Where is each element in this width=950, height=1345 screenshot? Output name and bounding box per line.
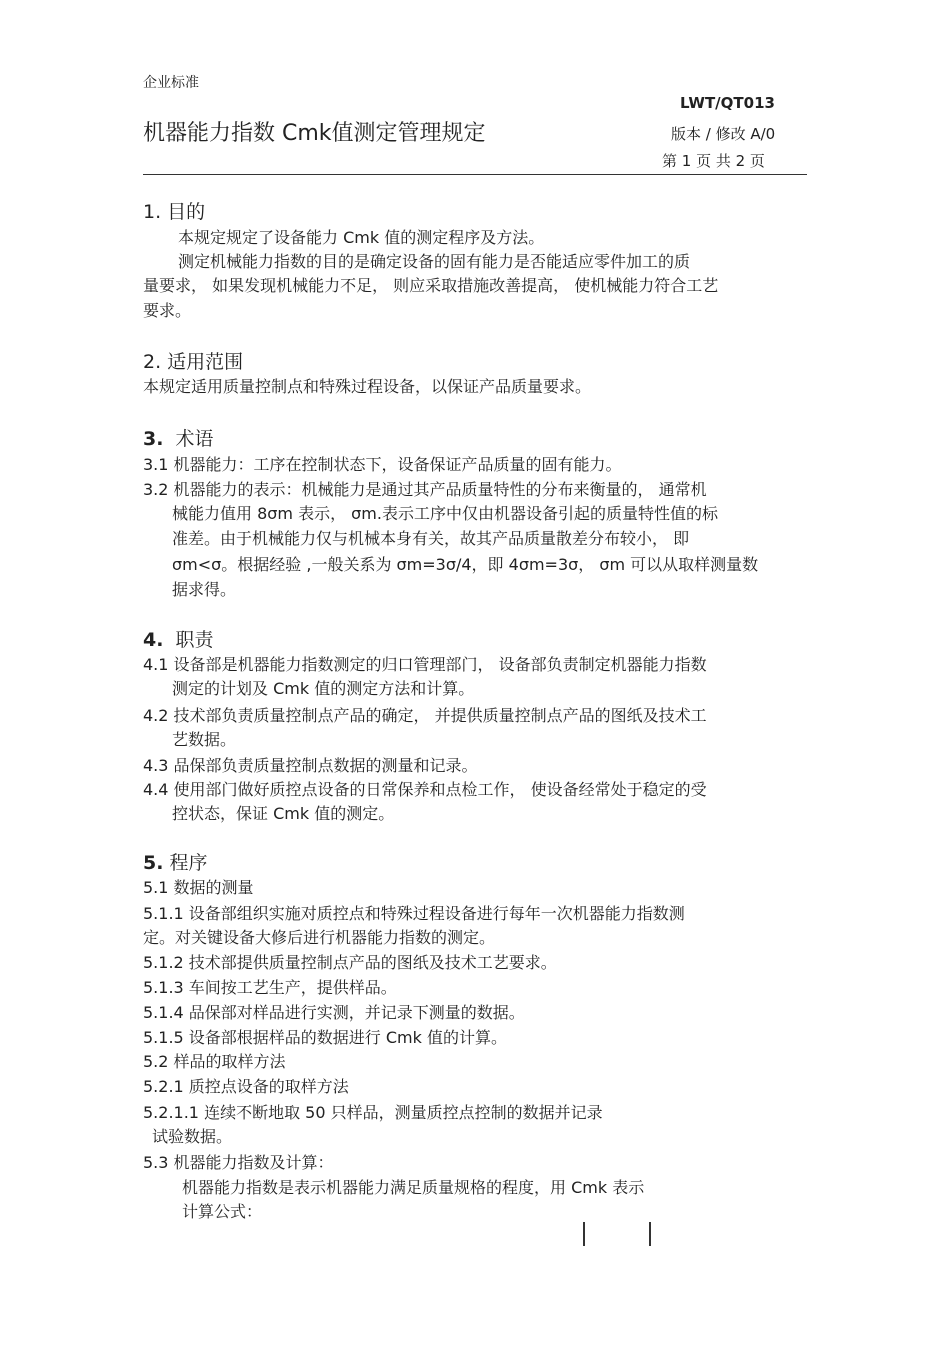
section-4-heading <box>143 625 214 652</box>
section-4-item-1-line-2: 测定的计划及 Cmk 值的测定方法和计算。 <box>172 679 475 698</box>
section-5-heading-number: 5. <box>143 852 164 874</box>
header-divider <box>143 174 807 175</box>
company-standard-label: 企业标准 <box>143 75 199 91</box>
section-4-item-3: 4.3 品保部负责质量控制点数据的测量和记录。 <box>143 756 478 775</box>
page-indicator: 第 1 页 共 2 页 <box>662 152 765 170</box>
section-2-heading: 2. 适用范围 <box>143 351 244 373</box>
section-1-para-2-line-1: 测定机械能力指数的目的是确定设备的固有能力是否能适应零件加工的质 <box>178 252 691 271</box>
formula-bar-left <box>583 1222 585 1246</box>
section-5-line-1: 5.1 数据的测量 <box>143 878 254 897</box>
section-3-heading <box>143 424 214 451</box>
section-4-item-1-line-1: 4.1 设备部是机器能力指数测定的归口管理部门， 设备部负责制定机器能力指数 <box>143 655 707 674</box>
section-1-para-1: 本规定规定了设备能力 Cmk 值的测定程序及方法。 <box>178 228 545 247</box>
section-5-line-7: 5.2 样品的取样方法 <box>143 1052 286 1071</box>
section-3-item-2-line-4: σm<σ。根据经验 ,一般关系为 σm=3σ/4，即 4σm=3σ， σm 可以从取样测量数 <box>172 555 759 574</box>
section-3-item-2-line-1: 3.2 机器能力的表示：机械能力是通过其产品质量特性的分布来衡量的， 通常机 <box>143 480 707 499</box>
section-5-heading <box>143 848 208 875</box>
section-3-heading-number: 3. <box>143 428 164 450</box>
section-4-item-2-line-2: 艺数据。 <box>172 730 237 749</box>
section-1-heading: 1. 目的 <box>143 201 206 223</box>
section-3-item-2-line-2: 械能力值用 8σm 表示， σm.表示工序中仅由机器设备引起的质量特性值的标 <box>172 504 718 523</box>
section-5-line-2a: 5.1.1 设备部组织实施对质控点和特殊过程设备进行每年一次机器能力指数测 <box>143 904 685 923</box>
section-5-line-2b: 定。对关键设备大修后进行机器能力指数的测定。 <box>143 928 496 947</box>
section-3-item-2-line-5: 据求得。 <box>172 580 237 599</box>
section-5-line-9a: 5.2.1.1 连续不断地取 50 只样品，测量质控点控制的数据并记录 <box>143 1103 603 1122</box>
section-5-line-12: 计算公式： <box>182 1202 263 1221</box>
section-5-heading-text: 程序 <box>169 852 208 874</box>
section-1-para-2-line-3: 要求。 <box>143 301 192 320</box>
section-4-heading-number: 4. <box>143 629 164 651</box>
section-4-heading-text: 职责 <box>175 629 214 651</box>
section-4-item-2-line-1: 4.2 技术部负责质量控制点产品的确定， 并提供质量控制点产品的图纸及技术工 <box>143 706 707 725</box>
section-4-item-4-line-2: 控状态，保证 Cmk 值的测定。 <box>172 804 395 823</box>
section-5-line-8: 5.2.1 质控点设备的取样方法 <box>143 1077 349 1096</box>
section-5-line-10: 5.3 机器能力指数及计算： <box>143 1153 334 1172</box>
section-5-line-11: 机器能力指数是表示机器能力满足质量规格的程度，用 Cmk 表示 <box>182 1178 645 1197</box>
section-2-para-1: 本规定适用质量控制点和特殊过程设备，以保证产品质量要求。 <box>143 377 592 396</box>
section-3-item-1: 3.1 机器能力：工序在控制状态下，设备保证产品质量的固有能力。 <box>143 455 622 474</box>
section-1-para-2-line-2: 量要求， 如果发现机械能力不足， 则应采取措施改善提高， 使机械能力符合工艺 <box>143 276 719 295</box>
section-5-line-9b: 试验数据。 <box>152 1127 233 1146</box>
section-5-line-3: 5.1.2 技术部提供质量控制点产品的图纸及技术工艺要求。 <box>143 953 557 972</box>
section-4-item-4-line-1: 4.4 使用部门做好质控点设备的日常保养和点检工作， 使设备经常处于稳定的受 <box>143 780 707 799</box>
section-5-line-4: 5.1.3 车间按工艺生产，提供样品。 <box>143 978 397 997</box>
document-code: LWT/QT013 <box>680 94 775 112</box>
version-label: 版本 / 修改 A/0 <box>671 125 776 143</box>
page-title: 机器能力指数 Cmk值测定管理规定 <box>143 121 486 146</box>
section-5-line-5: 5.1.4 品保部对样品进行实测，并记录下测量的数据。 <box>143 1003 525 1022</box>
formula-bar-right <box>649 1222 651 1246</box>
section-5-line-6: 5.1.5 设备部根据样品的数据进行 Cmk 值的计算。 <box>143 1028 507 1047</box>
section-3-item-2-line-3: 准差。由于机械能力仅与机械本身有关，故其产品质量散差分布较小， 即 <box>172 529 690 548</box>
section-3-heading-text: 术语 <box>175 428 214 450</box>
